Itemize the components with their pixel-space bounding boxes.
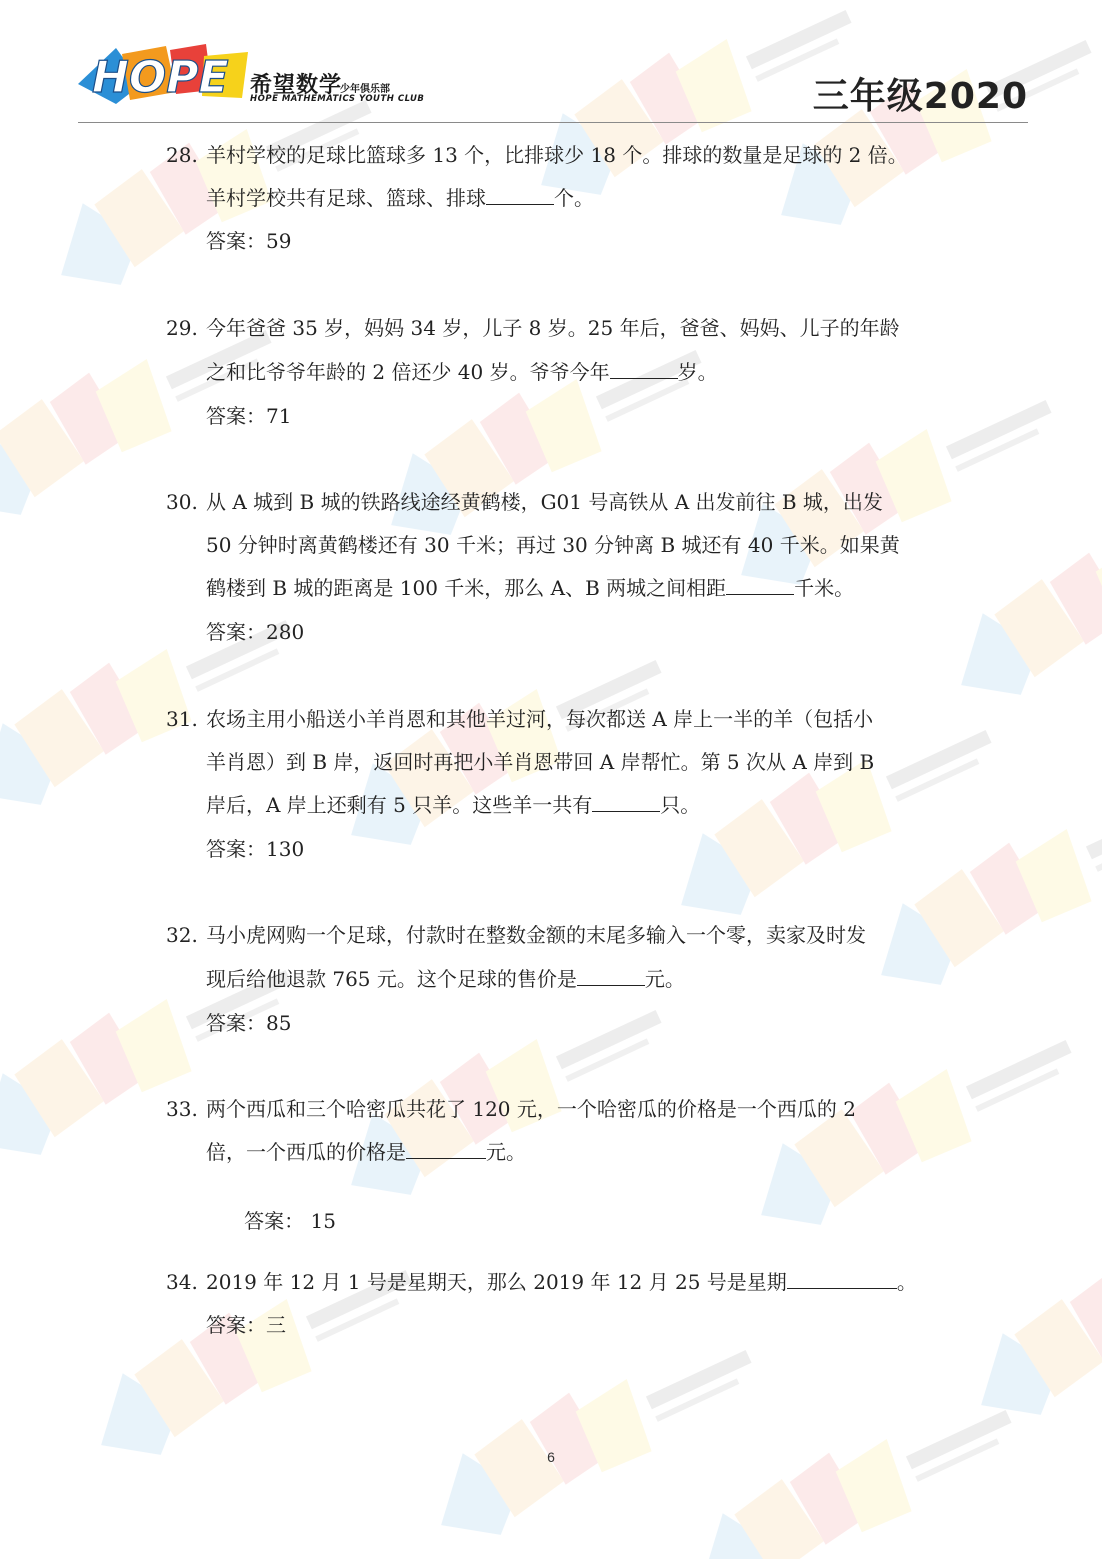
logo-text: HOPE — [92, 52, 229, 103]
question-text: 羊村学校共有足球、篮球、排球 — [206, 186, 486, 210]
answer-value: 15 — [304, 1209, 336, 1233]
question-text: 2019 年 12 月 1 号是星期天，那么 2019 年 12 月 25 号是星期 — [206, 1270, 787, 1294]
answer-label: 答案： — [206, 1011, 266, 1035]
question-text: 从 A 城到 B 城的铁路线途经黄鹤楼，G01 号高铁从 A 出发前往 B 城，出发 — [206, 490, 883, 514]
question-text: 岸后，A 岸上还剩有 5 只羊。这些羊一共有 — [206, 793, 593, 817]
answer-line — [206, 403, 291, 429]
answer-line — [206, 1010, 291, 1036]
answer-blank — [610, 360, 678, 379]
brand-subtitle: 少年俱乐部 — [340, 84, 390, 95]
question-tail: 元。 — [486, 1140, 526, 1164]
answer-line — [206, 1312, 286, 1338]
grade-title: 三年级2020 — [812, 76, 1028, 117]
question-number: 29. — [166, 316, 198, 340]
question-text: 农场主用小船送小羊肖恩和其他羊过河，每次都送 A 岸上一半的羊（包括小 — [206, 707, 874, 731]
question-text: 之和比爷爷年龄的 2 倍还少 40 岁。爷爷今年 — [206, 360, 610, 384]
page-number: 6 — [547, 1449, 555, 1465]
answer-label: 答案： — [206, 229, 266, 253]
question-number: 34. — [166, 1270, 198, 1294]
question-text: 50 分钟时离黄鹤楼还有 30 千米；再过 30 分钟离 B 城还有 40 千米。如果黄 — [206, 533, 900, 557]
question-tail: 岁。 — [677, 360, 718, 384]
question-text: 羊肖恩）到 B 岸，返回时再把小羊肖恩带回 A 岸帮忙。第 5 次从 A 岸到 B — [206, 750, 875, 774]
answer-label: 答案： — [206, 620, 266, 644]
answer-blank — [486, 186, 554, 205]
answer-blank — [787, 1270, 897, 1289]
question-text: 两个西瓜和三个哈密瓜共花了 120 元，一个哈密瓜的价格是一个西瓜的 2 — [206, 1097, 856, 1121]
answer-line — [206, 619, 304, 645]
answer-blank — [577, 967, 645, 986]
answer-blank — [406, 1140, 486, 1159]
answer-value: 130 — [266, 837, 305, 861]
answer-blank — [726, 576, 794, 595]
question-tail: 千米。 — [794, 576, 855, 600]
answer-line — [206, 228, 291, 254]
question-number: 33. — [166, 1097, 198, 1121]
answer-label: 答案： — [206, 1313, 266, 1337]
question-tail: 。 — [896, 1270, 917, 1294]
question-tail: 个。 — [554, 186, 594, 210]
answer-label: 答案： — [206, 837, 266, 861]
answer-value: 三 — [266, 1313, 286, 1337]
answer-line — [206, 1182, 336, 1233]
answer-value: 280 — [266, 620, 305, 644]
question-number: 32. — [166, 923, 198, 947]
question-text: 今年爸爸 35 岁，妈妈 34 岁，儿子 8 岁。25 年后，爸爸、妈妈、儿子的年龄 — [206, 316, 900, 340]
question-number: 30. — [166, 490, 198, 514]
answer-value: 71 — [266, 404, 292, 428]
answer-label: 答案： — [206, 404, 266, 428]
answer-label: 答案： — [244, 1209, 305, 1233]
question-text: 羊村学校的足球比篮球多 13 个，比排球少 18 个。排球的数量是足球的 2 倍。 — [206, 143, 908, 167]
brand-english: HOPE MATHEMATICS YOUTH CLUB — [250, 94, 425, 104]
question-number: 31. — [166, 707, 198, 731]
question-tail: 元。 — [644, 967, 685, 991]
answer-blank — [592, 793, 660, 812]
answer-value: 85 — [266, 1011, 292, 1035]
question-number: 28. — [166, 143, 198, 167]
answer-value: 59 — [266, 229, 292, 253]
question-text: 鹤楼到 B 城的距离是 100 千米，那么 A、B 两城之间相距 — [206, 576, 727, 600]
question-text: 马小虎网购一个足球，付款时在整数金额的末尾多输入一个零，卖家及时发 — [206, 923, 866, 947]
question-text: 倍，一个西瓜的价格是 — [206, 1140, 406, 1164]
brand-name: 希望数学 — [250, 73, 343, 98]
answer-line — [206, 836, 304, 862]
question-text: 现后给他退款 765 元。这个足球的售价是 — [206, 967, 577, 991]
question-tail: 只。 — [660, 793, 701, 817]
